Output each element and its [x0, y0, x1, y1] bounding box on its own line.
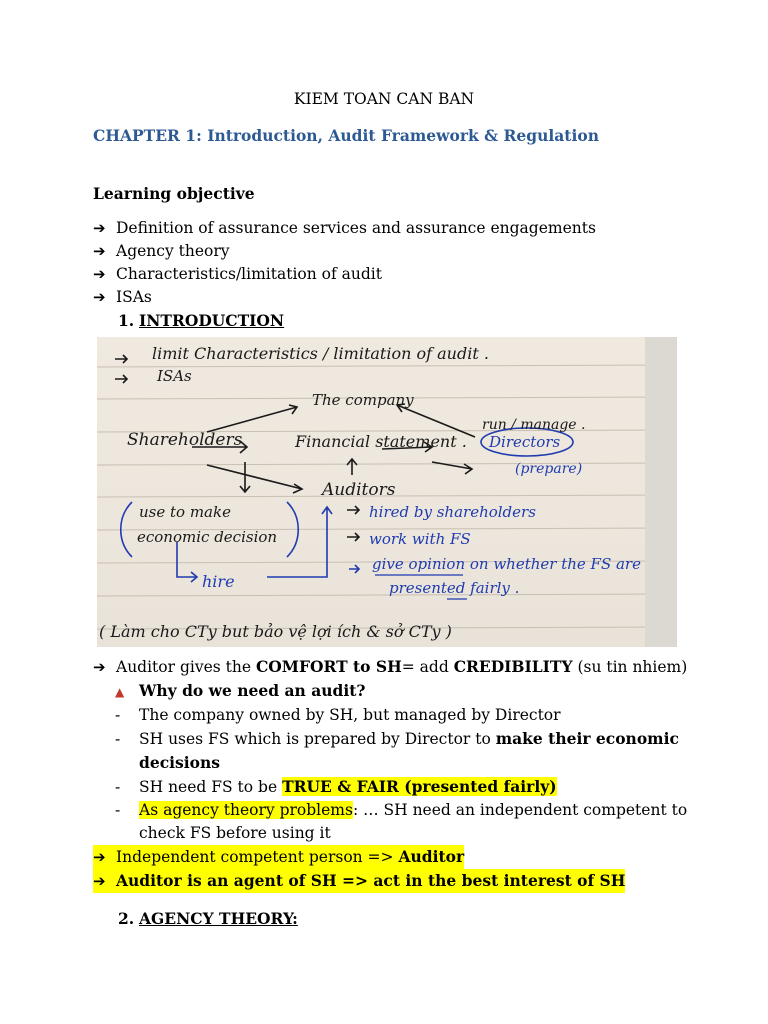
- note-hired: hired by shareholders: [369, 503, 536, 521]
- note-use-to-make: use to make: [139, 503, 231, 521]
- independent-person-line: ➔ Independent competent person => Auditor: [93, 845, 693, 869]
- note-line-2: ISAs: [157, 367, 192, 385]
- arrow-icon: ➔: [93, 658, 106, 676]
- objective-list: [93, 217, 596, 309]
- note-directors: Directors: [489, 433, 561, 451]
- arrow-icon: ➔: [93, 242, 106, 260]
- note-auditors: Auditors: [322, 480, 396, 500]
- triangle-bullet-icon: ▲: [115, 685, 125, 699]
- comfort-line: ➔ Auditor gives the COMFORT to SH= add CREDIBILITY (su tin nhiem): [93, 655, 693, 679]
- arrow-icon: ➔: [93, 848, 106, 866]
- note-economic-decision: economic decision: [137, 528, 278, 546]
- list-item: ➔ Definition of assurance services and assurance engagements: [93, 217, 596, 240]
- note-presented-fairly: presented fairly .: [389, 579, 520, 597]
- document-title: KIEM TOAN CAN BAN: [293, 90, 475, 108]
- auditor-agent-line: ➔ Auditor is an agent of SH => act in the best interest of SH: [93, 869, 693, 893]
- note-run-manage: run / manage .: [482, 417, 586, 433]
- note-bottom-line: ( Làm cho CTy but bảo vệ lợi ích & sở CTy ): [99, 622, 452, 641]
- note-line-1: limit Characteristics / limitation of audit .: [152, 344, 489, 363]
- learning-objective-heading: Learning objective: [93, 184, 255, 203]
- list-item: ➔ Agency theory: [93, 240, 596, 263]
- note-prepare: (prepare): [515, 461, 583, 477]
- note-work-with-fs: work with FS: [369, 530, 471, 548]
- list-item: - The company owned by SH, but managed by Director: [115, 706, 561, 724]
- list-item: - SH need FS to be TRUE & FAIR (presented fairly): [115, 777, 557, 796]
- handwritten-notes-photo: [97, 337, 677, 647]
- list-item: ➔ Characteristics/limitation of audit: [93, 263, 596, 286]
- note-company: The company: [312, 391, 414, 409]
- chapter-heading: CHAPTER 1: Introduction, Audit Framework & Regulation: [93, 126, 599, 145]
- note-financial-statement: Financial statement .: [295, 432, 467, 451]
- arrow-icon: ➔: [93, 265, 106, 283]
- arrow-icon: ➔: [93, 288, 106, 306]
- arrow-icon: ➔: [93, 219, 106, 237]
- introduction-body: [93, 655, 693, 893]
- list-item: - As agency theory problems: … SH need an independent competent to check FS before using it: [115, 801, 688, 842]
- notes-drawing: [97, 337, 677, 647]
- section-heading-agency-theory: 2. AGENCY THEORY:: [118, 909, 298, 928]
- arrow-icon: ➔: [93, 872, 106, 890]
- note-shareholders: Shareholders: [127, 430, 243, 450]
- note-give-opinion: give opinion on whether the FS are: [372, 555, 641, 573]
- list-item: ➔ ISAs: [93, 286, 596, 309]
- why-audit-line: ▲ Why do we need an audit?: [93, 679, 693, 704]
- note-hire: hire: [202, 572, 235, 591]
- section-heading-introduction: 1. INTRODUCTION: [118, 311, 285, 330]
- list-item: - SH uses FS which is prepared by Director to make their economic decisions: [115, 729, 679, 772]
